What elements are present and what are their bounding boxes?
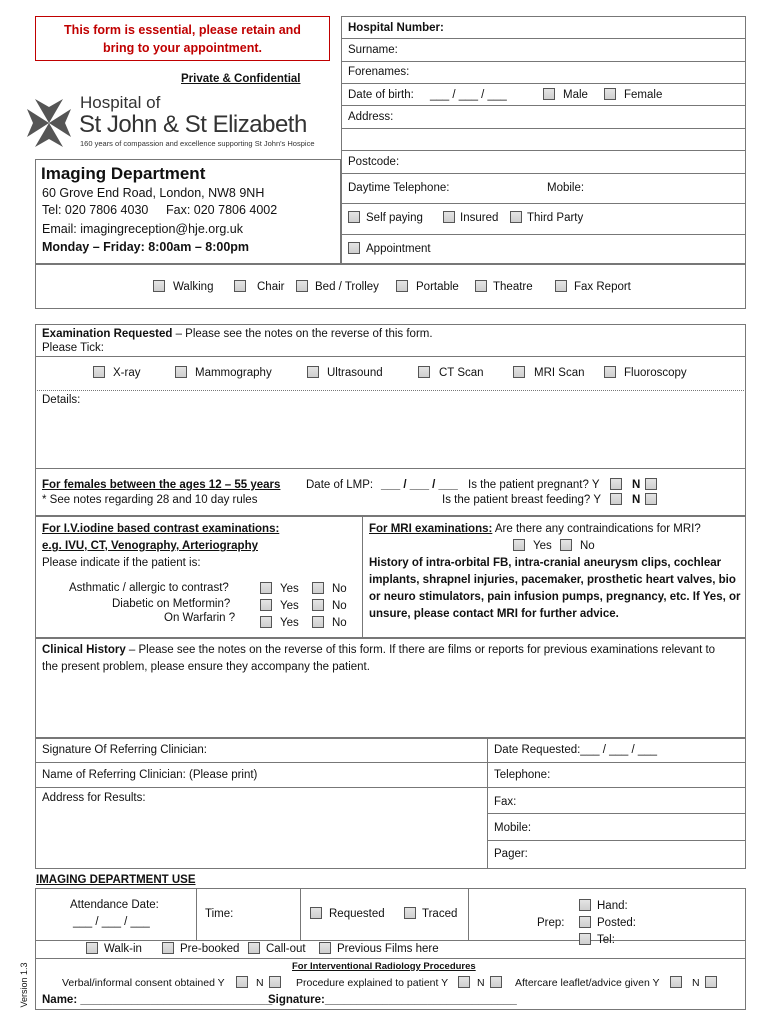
department-hours: Monday – Friday: 8:00am – 8:00pm: [42, 240, 250, 254]
date-requested-label: Date Requested:___ / ___ / ___: [494, 744, 658, 756]
staff-signature-field[interactable]: Signature:______________________________: [268, 994, 517, 1006]
prep-label: Prep:: [537, 917, 565, 929]
metformin-yes-checkbox[interactable]: [260, 599, 272, 611]
call-out-label: Call-out: [266, 943, 306, 955]
warfarin-question: On Warfarin ?: [164, 612, 236, 624]
logo-line-1: Hospital of: [80, 93, 161, 112]
feeding-no-checkbox[interactable]: [645, 493, 657, 505]
mammography-label: Mammography: [195, 367, 272, 379]
female-checkbox[interactable]: [604, 88, 616, 100]
appointment-label: Appointment: [366, 243, 431, 255]
patient-details-box: [341, 16, 746, 264]
attendance-date-label: Attendance Date:: [70, 899, 159, 911]
logo-tagline: 160 years of compassion and excellence supporting St John's Hospice: [80, 139, 315, 148]
department-fax: Fax: 020 7806 4002: [166, 203, 278, 217]
asthmatic-yes-label: Yes: [280, 583, 299, 595]
transport-box: [35, 264, 746, 309]
postcode-label: Postcode:: [348, 156, 400, 168]
referrer-pager-label: Pager:: [494, 848, 528, 860]
aftercare-yes-checkbox[interactable]: [670, 976, 682, 988]
pregnant-no-checkbox[interactable]: [645, 478, 657, 490]
female-label: Female: [624, 89, 663, 101]
portable-label: Portable: [416, 281, 459, 293]
feeding-yes-checkbox[interactable]: [610, 493, 622, 505]
iodine-examples: e.g. IVU, CT, Venography, Arteriography: [42, 540, 258, 552]
metformin-yes-label: Yes: [280, 600, 299, 612]
feeding-n-label: N: [632, 494, 641, 506]
metformin-no-label: No: [332, 600, 347, 612]
procedure-yes-checkbox[interactable]: [458, 976, 470, 988]
requested-label: Requested: [329, 908, 385, 920]
fluoroscopy-checkbox[interactable]: [604, 366, 616, 378]
version-label: Version 1.3: [19, 962, 29, 1008]
pre-booked-label: Pre-booked: [180, 943, 240, 955]
aftercare-label: Aftercare leaflet/advice given Y: [515, 977, 660, 989]
mri-no-label: No: [580, 540, 595, 552]
insured-label: Insured: [460, 212, 499, 224]
clinical-history-line-1: Clinical History – Please see the notes on the reverse of this form. If there are films or reports for previous examinations relevant to: [42, 644, 716, 656]
tel-label: Tel:: [597, 934, 615, 946]
pregnant-n-label: N: [632, 479, 641, 491]
posted-label: Posted:: [597, 917, 636, 929]
mobile-label: Mobile:: [547, 182, 585, 194]
metformin-question: Diabetic on Metformin?: [112, 598, 231, 610]
xray-label: X-ray: [113, 367, 141, 379]
referrer-fax-label: Fax:: [494, 796, 517, 808]
walk-in-label: Walk-in: [104, 943, 142, 955]
self-paying-checkbox[interactable]: [348, 211, 360, 223]
exam-heading: Examination Requested – Please see the notes on the reverse of this form.: [42, 328, 433, 340]
posted-checkbox[interactable]: [579, 916, 591, 928]
feeding-question: Is the patient breast feeding? Y: [442, 494, 601, 506]
lmp-label: Date of LMP:: [306, 479, 374, 491]
signature-clinician-label: Signature Of Referring Clinician:: [42, 744, 207, 756]
mri-history-2: implants, shrapnel injuries, pacemaker, prosthetic heart valves, bio: [369, 574, 736, 586]
xray-checkbox[interactable]: [93, 366, 105, 378]
iodine-indicate: Please indicate if the patient is:: [42, 557, 201, 569]
male-checkbox[interactable]: [543, 88, 555, 100]
walking-checkbox[interactable]: [153, 280, 165, 292]
call-out-checkbox[interactable]: [248, 942, 260, 954]
previous-films-label: Previous Films here: [337, 943, 439, 955]
mammography-checkbox[interactable]: [175, 366, 187, 378]
department-email: Email: imagingreception@hje.org.uk: [42, 222, 243, 236]
females-heading: For females between the ages 12 – 55 years: [42, 479, 281, 491]
dob-label: Date of birth:: [348, 89, 414, 101]
requested-checkbox[interactable]: [310, 907, 322, 919]
procedure-explained-label: Procedure explained to patient Y: [296, 977, 449, 989]
warfarin-yes-label: Yes: [280, 617, 299, 629]
ultrasound-checkbox[interactable]: [307, 366, 319, 378]
warfarin-yes-checkbox[interactable]: [260, 616, 272, 628]
ultrasound-label: Ultrasound: [327, 367, 383, 379]
please-tick-label: Please Tick:: [42, 342, 104, 354]
pregnant-yes-checkbox[interactable]: [610, 478, 622, 490]
address-label: Address:: [348, 111, 394, 123]
address-results-label: Address for Results:: [42, 792, 146, 804]
iodine-heading: For I.V.iodine based contrast examinations:: [42, 523, 280, 535]
bed-trolley-checkbox[interactable]: [296, 280, 308, 292]
mri-history-3: or neuro stimulators, pain infusion pumps, pregnancy, etc. If Yes, or: [369, 591, 741, 603]
staff-name-field[interactable]: Name: ______________________________: [42, 994, 273, 1006]
third-party-label: Third Party: [527, 212, 584, 224]
confidential-label: Private & Confidential: [181, 73, 301, 85]
attendance-date-blank[interactable]: ___ / ___ / ___: [73, 916, 150, 928]
mri-yes-checkbox[interactable]: [513, 539, 525, 551]
bed-trolley-label: Bed / Trolley: [315, 281, 379, 293]
asthmatic-no-checkbox[interactable]: [312, 582, 324, 594]
ct-scan-label: CT Scan: [439, 367, 484, 379]
department-title: Imaging Department: [41, 164, 206, 183]
verbal-yes-checkbox[interactable]: [236, 976, 248, 988]
hand-label: Hand:: [597, 900, 628, 912]
previous-films-checkbox[interactable]: [319, 942, 331, 954]
imaging-use-heading: IMAGING DEPARTMENT USE: [36, 874, 196, 886]
notice-line-2: bring to your appointment.: [102, 41, 262, 55]
verbal-consent-label: Verbal/informal consent obtained Y: [62, 977, 225, 989]
chair-checkbox[interactable]: [234, 280, 246, 292]
interventional-heading: For Interventional Radiology Procedures: [292, 961, 476, 972]
time-label: Time:: [205, 908, 234, 920]
referrer-mobile-label: Mobile:: [494, 822, 532, 834]
asthmatic-question: Asthmatic / allergic to contrast?: [69, 582, 229, 594]
mri-history-4: unsure, please contact MRI for further advice.: [369, 608, 619, 620]
fax-report-checkbox[interactable]: [555, 280, 567, 292]
daytime-tel-label: Daytime Telephone:: [348, 182, 450, 194]
verbal-no-checkbox[interactable]: [269, 976, 281, 988]
warfarin-no-label: No: [332, 617, 347, 629]
male-label: Male: [563, 89, 588, 101]
asthmatic-yes-checkbox[interactable]: [260, 582, 272, 594]
mri-scan-label: MRI Scan: [534, 367, 585, 379]
hospital-cross-logo: [25, 97, 73, 149]
mri-no-checkbox[interactable]: [560, 539, 572, 551]
fluoroscopy-label: Fluoroscopy: [624, 367, 687, 379]
portable-checkbox[interactable]: [396, 280, 408, 292]
details-label: Details:: [42, 394, 81, 406]
hospital-number-label: Hospital Number:: [348, 22, 444, 34]
walking-label: Walking: [173, 281, 214, 293]
lmp-blank[interactable]: ___ / ___ / ___: [381, 479, 458, 491]
notice-line-1: This form is essential, please retain and: [64, 23, 301, 37]
insured-checkbox[interactable]: [443, 211, 455, 223]
pre-booked-checkbox[interactable]: [162, 942, 174, 954]
hand-checkbox[interactable]: [579, 899, 591, 911]
procedure-no-checkbox[interactable]: [490, 976, 502, 988]
forenames-label: Forenames:: [348, 66, 410, 78]
referrer-telephone-label: Telephone:: [494, 769, 551, 781]
tel-checkbox[interactable]: [579, 933, 591, 945]
mri-yes-label: Yes: [533, 540, 552, 552]
aftercare-no-checkbox[interactable]: [705, 976, 717, 988]
pregnant-question: Is the patient pregnant? Y: [468, 479, 600, 491]
mri-scan-checkbox[interactable]: [513, 366, 525, 378]
aftercare-n-label: N: [692, 977, 700, 989]
chair-label: Chair: [257, 281, 285, 293]
traced-label: Traced: [422, 908, 458, 920]
self-paying-label: Self paying: [366, 212, 423, 224]
fax-report-label: Fax Report: [574, 281, 631, 293]
warfarin-no-checkbox[interactable]: [312, 616, 324, 628]
asthmatic-no-label: No: [332, 583, 347, 595]
theatre-checkbox[interactable]: [475, 280, 487, 292]
clinical-history-line-2: the present problem, please ensure they accompany the patient.: [42, 661, 370, 673]
clinician-name-label: Name of Referring Clinician: (Please print): [42, 769, 258, 781]
traced-checkbox[interactable]: [404, 907, 416, 919]
walk-in-checkbox[interactable]: [86, 942, 98, 954]
third-party-checkbox[interactable]: [510, 211, 522, 223]
department-tel: Tel: 020 7806 4030: [42, 203, 149, 217]
theatre-label: Theatre: [493, 281, 533, 293]
dob-blank[interactable]: ___ / ___ / ___: [430, 89, 507, 101]
mri-heading: For MRI examinations: Are there any contraindications for MRI?: [369, 523, 701, 535]
females-note: * See notes regarding 28 and 10 day rules: [42, 494, 258, 506]
mri-history-1: History of intra-orbital FB, intra-cranial aneurysm clips, cochlear: [369, 557, 722, 569]
verbal-n-label: N: [256, 977, 264, 989]
appointment-checkbox[interactable]: [348, 242, 360, 254]
surname-label: Surname:: [348, 44, 398, 56]
procedure-n-label: N: [477, 977, 485, 989]
department-address: 60 Grove End Road, London, NW8 9NH: [42, 186, 265, 200]
logo-line-2: St John & St Elizabeth: [79, 111, 307, 138]
ct-scan-checkbox[interactable]: [418, 366, 430, 378]
metformin-no-checkbox[interactable]: [312, 599, 324, 611]
